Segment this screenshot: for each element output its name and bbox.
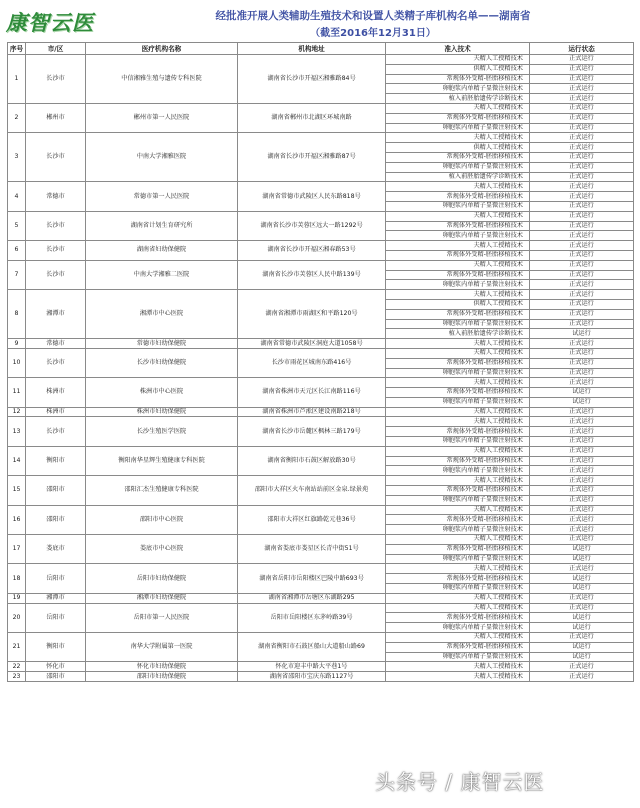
cell-city: 长沙市 (26, 348, 86, 377)
table-row (8, 103, 634, 113)
table-row (8, 211, 634, 221)
cell-institution: 株洲市妇幼保健院 (86, 407, 238, 417)
cell-status: 正式运行 (530, 299, 634, 309)
table-row (8, 633, 634, 643)
cell-status: 正式运行 (530, 515, 634, 525)
institution-table (7, 42, 634, 682)
cell-technology: 常规体外受精-胚胎移植技术 (386, 427, 530, 437)
cell-technology: 常规体外受精-胚胎移植技术 (386, 642, 530, 652)
cell-status: 正式运行 (530, 437, 634, 447)
table-row (8, 564, 634, 574)
cell-technology: 卵胞浆内单精子显微注射技术 (386, 84, 530, 94)
cell-address: 邵阳市大祥区火车南站站前区金泉.绿景苑 (238, 476, 386, 505)
cell-status: 正式运行 (530, 427, 634, 437)
cell-technology: 夫精人工授精技术 (386, 182, 530, 192)
table-row (8, 55, 634, 65)
cell-no: 10 (8, 348, 26, 377)
cell-technology: 夫精人工授精技术 (386, 290, 530, 300)
cell-address: 湖南省郴州市北湖区环城南路 (238, 103, 386, 132)
cell-status: 正式运行 (530, 55, 634, 65)
cell-no: 11 (8, 378, 26, 407)
cell-technology: 卵胞浆内单精子显微注射技术 (386, 623, 530, 633)
cell-technology: 供精人工授精技术 (386, 64, 530, 74)
cell-technology: 卵胞浆内单精子显微注射技术 (386, 466, 530, 476)
cell-technology: 夫精人工授精技术 (386, 505, 530, 515)
cell-status: 试运行 (530, 613, 634, 623)
cell-status: 正式运行 (530, 211, 634, 221)
table-row (8, 241, 634, 251)
cell-status: 正式运行 (530, 270, 634, 280)
cell-no: 15 (8, 476, 26, 505)
cell-address: 湖南省长沙市芙蓉区人民中路139号 (238, 260, 386, 289)
cell-city: 岳阳市 (26, 564, 86, 593)
cell-technology: 常规体外受精-胚胎移植技术 (386, 574, 530, 584)
cell-status: 正式运行 (530, 564, 634, 574)
cell-address: 长沙市雨花区城南东路416号 (238, 348, 386, 377)
table-row (8, 446, 634, 456)
logo-text: 康智云医 (6, 11, 94, 35)
cell-technology: 夫精人工授精技术 (386, 633, 530, 643)
cell-institution: 常德市妇幼保健院 (86, 339, 238, 349)
cell-institution: 邵阳市妇幼保健院 (86, 672, 238, 682)
table-row (8, 407, 634, 417)
cell-no: 21 (8, 633, 26, 662)
kangzhi-logo (6, 7, 122, 37)
cell-technology: 常规体外受精-胚胎移植技术 (386, 113, 530, 123)
cell-status: 正式运行 (530, 476, 634, 486)
cell-city: 常德市 (26, 182, 86, 211)
cell-technology: 卵胞浆内单精子显微注射技术 (386, 584, 530, 594)
cell-no: 20 (8, 603, 26, 632)
cell-technology: 夫精人工授精技术 (386, 593, 530, 603)
table-row (8, 348, 634, 358)
cell-city: 邵阳市 (26, 672, 86, 682)
header-technology: 准入技术 (386, 43, 530, 55)
cell-technology: 常规体外受精-胚胎移植技术 (386, 309, 530, 319)
cell-status: 正式运行 (530, 358, 634, 368)
cell-no: 8 (8, 290, 26, 339)
table-body (8, 55, 634, 682)
cell-technology: 卵胞浆内单精子显微注射技术 (386, 162, 530, 172)
cell-no: 2 (8, 103, 26, 132)
cell-city: 邵阳市 (26, 476, 86, 505)
cell-status: 正式运行 (530, 339, 634, 349)
page-title: 经批准开展人类辅助生殖技术和设置人类精子库机构名单——湖南省 (215, 10, 531, 22)
cell-no: 17 (8, 535, 26, 564)
cell-institution: 湖南省妇幼保健院 (86, 241, 238, 261)
cell-status: 正式运行 (530, 407, 634, 417)
cell-no: 1 (8, 55, 26, 104)
cell-status: 正式运行 (530, 672, 634, 682)
table-row (8, 672, 634, 682)
table-row (8, 535, 634, 545)
cell-institution: 邵阳汇杰生殖健康专科医院 (86, 476, 238, 505)
cell-city: 邵阳市 (26, 505, 86, 534)
cell-technology: 夫精人工授精技术 (386, 672, 530, 682)
cell-institution: 邵阳市中心医院 (86, 505, 238, 534)
cell-status: 正式运行 (530, 182, 634, 192)
cell-status: 试运行 (530, 574, 634, 584)
header-city: 市/区 (26, 43, 86, 55)
cell-institution: 中信湘雅生殖与遗传专科医院 (86, 55, 238, 104)
cell-city: 郴州市 (26, 103, 86, 132)
cell-status: 试运行 (530, 388, 634, 398)
cell-status: 正式运行 (530, 456, 634, 466)
cell-status: 正式运行 (530, 290, 634, 300)
cell-technology: 常规体外受精-胚胎移植技术 (386, 250, 530, 260)
cell-technology: 常规体外受精-胚胎移植技术 (386, 456, 530, 466)
cell-no: 23 (8, 672, 26, 682)
cell-no: 7 (8, 260, 26, 289)
cell-status: 试运行 (530, 652, 634, 662)
cell-technology: 夫精人工授精技术 (386, 348, 530, 358)
cell-status: 正式运行 (530, 260, 634, 270)
cell-technology: 卵胞浆内单精子显微注射技术 (386, 319, 530, 329)
cell-institution: 长沙市妇幼保健院 (86, 348, 238, 377)
cell-city: 长沙市 (26, 260, 86, 289)
cell-status: 正式运行 (530, 535, 634, 545)
cell-status: 正式运行 (530, 505, 634, 515)
cell-no: 6 (8, 241, 26, 261)
cell-technology: 夫精人工授精技术 (386, 407, 530, 417)
cell-technology: 供精人工授精技术 (386, 299, 530, 309)
cell-city: 怀化市 (26, 662, 86, 672)
table-header-row (8, 43, 634, 55)
cell-status: 正式运行 (530, 162, 634, 172)
cell-technology: 卵胞浆内单精子显微注射技术 (386, 495, 530, 505)
cell-institution: 中南大学湘雅医院 (86, 133, 238, 182)
cell-institution: 湘潭市妇幼保健院 (86, 593, 238, 603)
cell-institution: 岳阳市妇幼保健院 (86, 564, 238, 593)
cell-status: 正式运行 (530, 466, 634, 476)
cell-institution: 长沙生殖医学医院 (86, 417, 238, 446)
cell-institution: 湘潭市中心医院 (86, 290, 238, 339)
cell-status: 正式运行 (530, 250, 634, 260)
table-row (8, 603, 634, 613)
cell-institution: 南华大学附属第一医院 (86, 633, 238, 662)
cell-status: 正式运行 (530, 280, 634, 290)
cell-status: 正式运行 (530, 172, 634, 182)
cell-technology: 卵胞浆内单精子显微注射技术 (386, 554, 530, 564)
cell-no: 9 (8, 339, 26, 349)
cell-status: 正式运行 (530, 593, 634, 603)
cell-no: 4 (8, 182, 26, 211)
cell-city: 长沙市 (26, 417, 86, 446)
cell-technology: 夫精人工授精技术 (386, 446, 530, 456)
cell-technology: 夫精人工授精技术 (386, 241, 530, 251)
cell-status: 正式运行 (530, 103, 634, 113)
cell-status: 正式运行 (530, 94, 634, 104)
cell-status: 正式运行 (530, 113, 634, 123)
cell-no: 12 (8, 407, 26, 417)
cell-technology: 常规体外受精-胚胎移植技术 (386, 388, 530, 398)
cell-technology: 常规体外受精-胚胎移植技术 (386, 152, 530, 162)
cell-technology: 夫精人工授精技术 (386, 662, 530, 672)
watermark: 头条号 / 康智云医 (375, 770, 545, 794)
cell-address: 湖南省长沙市开福区湘雅路84号 (238, 55, 386, 104)
cell-technology: 植入前胚胎遗传学诊断技术 (386, 172, 530, 182)
cell-status: 正式运行 (530, 525, 634, 535)
cell-institution: 湖南省计划生育研究所 (86, 211, 238, 240)
cell-address: 怀化市迎丰中路大平巷1号 (238, 662, 386, 672)
cell-address: 湖南省长沙市岳麓区枫林三路179号 (238, 417, 386, 446)
cell-address: 湖南省湘潭市岳塘区东湖路295 (238, 593, 386, 603)
cell-technology: 植入前胚胎遗传学诊断技术 (386, 329, 530, 339)
cell-no: 22 (8, 662, 26, 672)
cell-status: 正式运行 (530, 221, 634, 231)
cell-status: 试运行 (530, 584, 634, 594)
page-header (0, 0, 640, 44)
cell-status: 正式运行 (530, 123, 634, 133)
cell-status: 正式运行 (530, 143, 634, 153)
cell-status: 正式运行 (530, 84, 634, 94)
cell-status: 正式运行 (530, 662, 634, 672)
cell-technology: 夫精人工授精技术 (386, 103, 530, 113)
cell-status: 正式运行 (530, 231, 634, 241)
cell-address: 湖南省株洲市天元区长江南路116号 (238, 378, 386, 407)
cell-technology: 常规体外受精-胚胎移植技术 (386, 74, 530, 84)
cell-status: 试运行 (530, 397, 634, 407)
cell-address: 湖南省岳阳市岳阳楼区巴陵中路693号 (238, 564, 386, 593)
table-row (8, 476, 634, 486)
cell-technology: 夫精人工授精技术 (386, 564, 530, 574)
cell-city: 长沙市 (26, 211, 86, 240)
cell-technology: 夫精人工授精技术 (386, 476, 530, 486)
header-no: 序号 (8, 43, 26, 55)
cell-technology: 夫精人工授精技术 (386, 260, 530, 270)
cell-status: 试运行 (530, 642, 634, 652)
cell-city: 株洲市 (26, 407, 86, 417)
cell-status: 正式运行 (530, 446, 634, 456)
cell-technology: 卵胞浆内单精子显微注射技术 (386, 280, 530, 290)
cell-institution: 岳阳市第一人民医院 (86, 603, 238, 632)
cell-technology: 卵胞浆内单精子显微注射技术 (386, 397, 530, 407)
cell-no: 19 (8, 593, 26, 603)
table-row (8, 182, 634, 192)
cell-technology: 植入前胚胎遗传学诊断技术 (386, 94, 530, 104)
cell-address: 湖南省株洲市芦淞区建设南路218号 (238, 407, 386, 417)
cell-technology: 常规体外受精-胚胎移植技术 (386, 358, 530, 368)
cell-institution: 娄底市中心医院 (86, 535, 238, 564)
cell-address: 湖南省衡阳市石鼓区解放路30号 (238, 446, 386, 475)
cell-technology: 卵胞浆内单精子显微注射技术 (386, 123, 530, 133)
cell-technology: 卵胞浆内单精子显微注射技术 (386, 652, 530, 662)
cell-status: 正式运行 (530, 633, 634, 643)
cell-technology: 常规体外受精-胚胎移植技术 (386, 221, 530, 231)
cell-city: 湘潭市 (26, 593, 86, 603)
page-subtitle: （截至2016年12月31日） (310, 28, 436, 39)
cell-no: 13 (8, 417, 26, 446)
cell-address: 湖南省常德市武陵区洞庭大道1058号 (238, 339, 386, 349)
cell-address: 湖南省长沙市开福区湘雅路87号 (238, 133, 386, 182)
cell-city: 长沙市 (26, 133, 86, 182)
cell-no: 3 (8, 133, 26, 182)
cell-status: 正式运行 (530, 486, 634, 496)
cell-address: 邵阳市大祥区红旗路乾元巷36号 (238, 505, 386, 534)
cell-no: 16 (8, 505, 26, 534)
cell-status: 试运行 (530, 544, 634, 554)
table-row (8, 662, 634, 672)
cell-address: 湖南省长沙市芙蓉区远大一路1292号 (238, 211, 386, 240)
cell-city: 衡阳市 (26, 446, 86, 475)
cell-city: 衡阳市 (26, 633, 86, 662)
table-row (8, 593, 634, 603)
cell-technology: 夫精人工授精技术 (386, 211, 530, 221)
cell-technology: 夫精人工授精技术 (386, 603, 530, 613)
cell-no: 5 (8, 211, 26, 240)
table-row (8, 290, 634, 300)
cell-technology: 常规体外受精-胚胎移植技术 (386, 544, 530, 554)
table-row (8, 378, 634, 388)
cell-status: 正式运行 (530, 417, 634, 427)
cell-no: 14 (8, 446, 26, 475)
cell-city: 长沙市 (26, 241, 86, 261)
cell-city: 娄底市 (26, 535, 86, 564)
header-status: 运行状态 (530, 43, 634, 55)
cell-technology: 夫精人工授精技术 (386, 417, 530, 427)
cell-address: 湖南省娄底市娄星区长青中街51号 (238, 535, 386, 564)
cell-technology: 常规体外受精-胚胎移植技术 (386, 515, 530, 525)
cell-status: 正式运行 (530, 241, 634, 251)
cell-institution: 衡阳南华星辉生殖健康专科医院 (86, 446, 238, 475)
cell-city: 常德市 (26, 339, 86, 349)
cell-status: 试运行 (530, 554, 634, 564)
cell-status: 试运行 (530, 329, 634, 339)
cell-technology: 常规体外受精-胚胎移植技术 (386, 270, 530, 280)
cell-status: 正式运行 (530, 368, 634, 378)
cell-technology: 常规体外受精-胚胎移植技术 (386, 192, 530, 202)
cell-technology: 常规体外受精-胚胎移植技术 (386, 486, 530, 496)
cell-status: 正式运行 (530, 348, 634, 358)
table-row (8, 417, 634, 427)
cell-technology: 夫精人工授精技术 (386, 378, 530, 388)
cell-technology: 卵胞浆内单精子显微注射技术 (386, 368, 530, 378)
cell-technology: 夫精人工授精技术 (386, 535, 530, 545)
cell-no: 18 (8, 564, 26, 593)
cell-technology: 卵胞浆内单精子显微注射技术 (386, 201, 530, 211)
cell-status: 正式运行 (530, 309, 634, 319)
cell-address: 湖南省湘潭市雨湖区和平路120号 (238, 290, 386, 339)
cell-status: 试运行 (530, 623, 634, 633)
cell-technology: 卵胞浆内单精子显微注射技术 (386, 437, 530, 447)
cell-technology: 供精人工授精技术 (386, 143, 530, 153)
cell-status: 正式运行 (530, 192, 634, 202)
cell-address: 湖南省衡阳市石鼓区船山大道船山路69 (238, 633, 386, 662)
table-row (8, 133, 634, 143)
cell-address: 湖南省常德市武陵区人民东路818号 (238, 182, 386, 211)
cell-technology: 卵胞浆内单精子显微注射技术 (386, 525, 530, 535)
cell-city: 长沙市 (26, 55, 86, 104)
cell-technology: 夫精人工授精技术 (386, 133, 530, 143)
cell-institution: 怀化市妇幼保健院 (86, 662, 238, 672)
cell-status: 正式运行 (530, 495, 634, 505)
cell-city: 湘潭市 (26, 290, 86, 339)
cell-status: 正式运行 (530, 603, 634, 613)
cell-institution: 郴州市第一人民医院 (86, 103, 238, 132)
header-address: 机构地址 (238, 43, 386, 55)
cell-address: 岳阳市岳阳楼区东茅岭路39号 (238, 603, 386, 632)
header-institution: 医疗机构名称 (86, 43, 238, 55)
cell-status: 正式运行 (530, 152, 634, 162)
cell-institution: 常德市第一人民医院 (86, 182, 238, 211)
table-row (8, 339, 634, 349)
cell-status: 正式运行 (530, 74, 634, 84)
cell-technology: 常规体外受精-胚胎移植技术 (386, 613, 530, 623)
table-row (8, 505, 634, 515)
cell-technology: 夫精人工授精技术 (386, 339, 530, 349)
cell-status: 正式运行 (530, 201, 634, 211)
cell-address: 湖南省长沙市开福区湘春路53号 (238, 241, 386, 261)
cell-address: 湖南省邵阳市宝庆东路1127号 (238, 672, 386, 682)
cell-institution: 中南大学湘雅二医院 (86, 260, 238, 289)
cell-status: 正式运行 (530, 378, 634, 388)
cell-technology: 卵胞浆内单精子显微注射技术 (386, 231, 530, 241)
cell-status: 正式运行 (530, 133, 634, 143)
cell-status: 正式运行 (530, 319, 634, 329)
table-row (8, 260, 634, 270)
cell-technology: 夫精人工授精技术 (386, 55, 530, 65)
cell-institution: 株洲市中心医院 (86, 378, 238, 407)
cell-city: 岳阳市 (26, 603, 86, 632)
cell-city: 株洲市 (26, 378, 86, 407)
cell-status: 正式运行 (530, 64, 634, 74)
